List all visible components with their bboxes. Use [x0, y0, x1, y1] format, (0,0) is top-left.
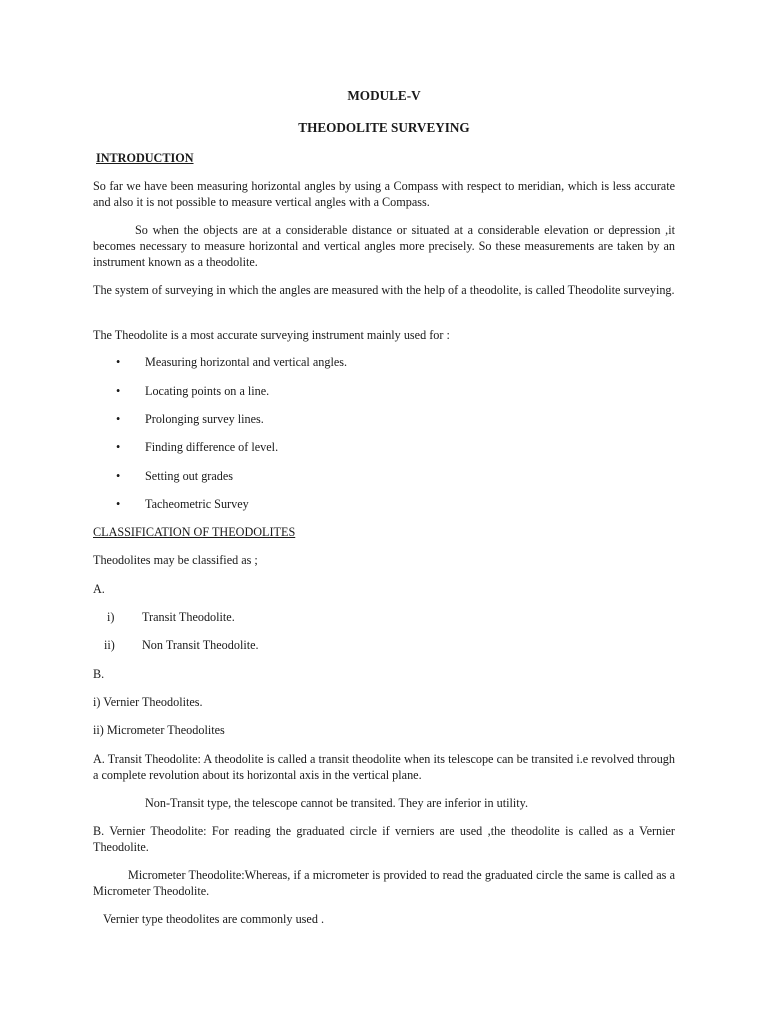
list-item-text: Prolonging survey lines.: [145, 412, 264, 426]
bullet-icon: •: [116, 497, 121, 511]
list-item-text: Locating points on a line.: [145, 384, 270, 398]
b-item-vernier: i) Vernier Theodolites.: [93, 695, 203, 709]
intro-paragraph-1: So far we have been measuring horizontal angles by using a Compass with respect to meridian, which is less accurate and also it is not possible to measure vertical angles with a Compass.: [93, 179, 675, 209]
page-title: THEODOLITE SURVEYING: [298, 120, 470, 135]
vernier-theodolite-paragraph: B. Vernier Theodolite: For reading the graduated circle if verniers are used ,the theodolite is called as a Vernier Theodolite.: [93, 824, 675, 854]
list-item-text: Measuring horizontal and vertical angles.: [145, 355, 348, 369]
group-b-label: B.: [93, 667, 105, 681]
closing-statement: Vernier type theodolites are commonly used .: [103, 912, 325, 926]
non-transit-paragraph: Non-Transit type, the telescope cannot be transited. They are inferior in utility.: [145, 796, 529, 810]
list-item-number: ii): [104, 638, 115, 652]
transit-theodolite-paragraph: A. Transit Theodolite: A theodolite is called a transit theodolite when its telescope can be transited i.e revolved through a complete revolution about its horizontal axis in the vertical plane.: [93, 752, 675, 782]
document-page: [93, 0, 675, 1024]
bullet-icon: •: [116, 384, 121, 398]
bullet-icon: •: [116, 412, 121, 426]
b-item-micrometer: ii) Micrometer Theodolites: [93, 723, 225, 737]
micrometer-theodolite-paragraph: Micrometer Theodolite:Whereas, if a micrometer is provided to read the graduated circle the same is called as a Micrometer Theodolite.: [93, 868, 675, 898]
intro-paragraph-4: The Theodolite is a most accurate surveying instrument mainly used for :: [93, 328, 450, 342]
classification-intro: Theodolites may be classified as ;: [93, 553, 258, 567]
list-item-number: i): [107, 610, 115, 624]
intro-paragraph-3: The system of surveying in which the angles are measured with the help of a theodolite, is called Theodolite surveying.: [93, 283, 675, 297]
list-item-text: Transit Theodolite.: [142, 610, 235, 624]
intro-paragraph-2: So when the objects are at a considerable distance or situated at a considerable elevation or depression ,it becomes necessary to measure horizontal and vertical angles more precisely. So these measurements are taken by an instrument known as a theodolite.: [93, 223, 675, 269]
introduction-heading: INTRODUCTION: [96, 151, 194, 165]
bullet-icon: •: [116, 469, 121, 483]
list-item-text: Tacheometric Survey: [145, 497, 249, 511]
classification-heading: CLASSIFICATION OF THEODOLITES: [93, 525, 296, 539]
list-item-text: Setting out grades: [145, 469, 234, 483]
list-item-text: Finding difference of level.: [145, 440, 279, 454]
list-item-text: Non Transit Theodolite.: [142, 638, 259, 652]
group-a-label: A.: [93, 582, 105, 596]
bullet-icon: •: [116, 440, 121, 454]
bullet-icon: •: [116, 355, 121, 369]
module-heading: MODULE-V: [347, 88, 421, 103]
